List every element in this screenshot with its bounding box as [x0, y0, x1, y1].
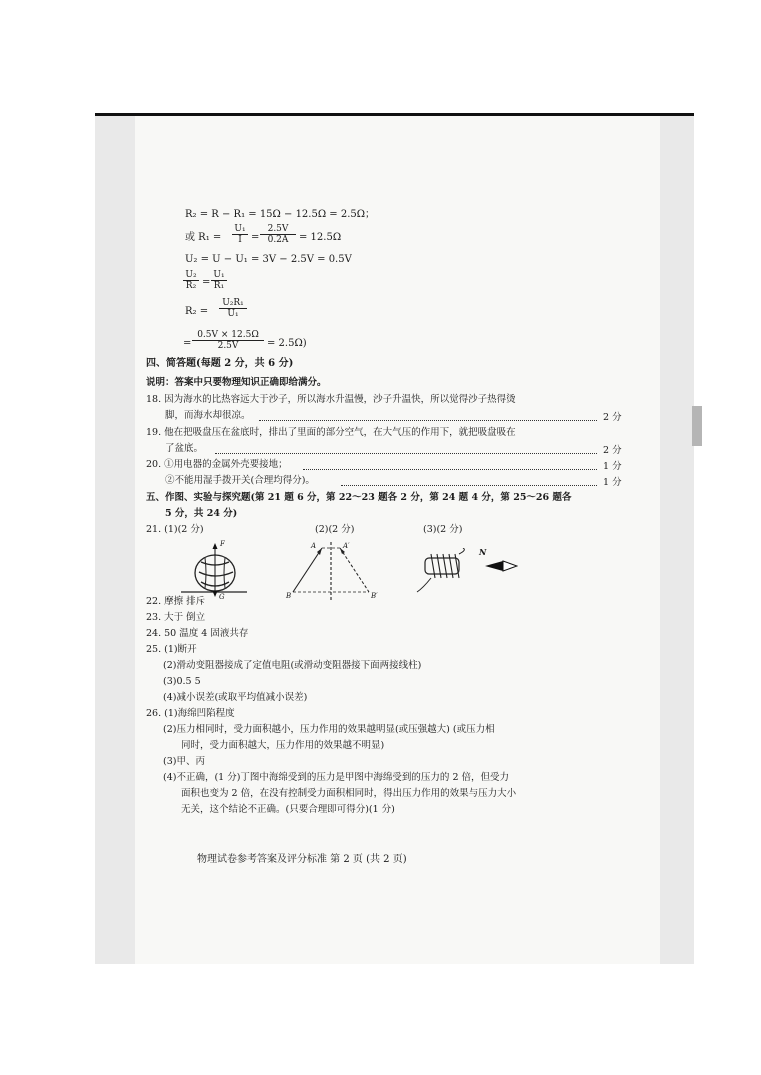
fraction-denominator: R₁ — [213, 281, 225, 291]
compass-n-label: N — [479, 547, 487, 557]
q26-line6: 面积也变为 2 倍，在没有控制受力面积相同时，得出压力作用的效果与压力大小 — [181, 788, 517, 799]
page-footer: 物理试卷参考答案及评分标准 第 2 页 (共 2 页) — [197, 854, 407, 865]
q26-line5: (4)不正确，(1 分)丁图中海绵受到的压力是甲图中海绵受到的压力的 2 倍，但受力 — [163, 772, 510, 783]
q25-line2: (2)滑动变阻器接成了定值电阻(或滑动变阻器接下面两接线柱) — [163, 660, 422, 671]
watermelon-force-figure — [177, 540, 249, 602]
fraction-numerator: 2.5V — [260, 224, 296, 235]
point-b-label: B — [286, 592, 292, 600]
leader-dots — [303, 469, 597, 470]
fraction-numerator: U₂ — [183, 270, 199, 281]
point-b-prime-label: B′ — [371, 592, 378, 600]
q18-score: 2 分 — [603, 412, 622, 423]
q21-part3-label: (3)(2 分) — [423, 524, 463, 535]
q21-part2-label: (2)(2 分) — [315, 524, 355, 535]
fraction-denominator: 0.2A — [267, 235, 289, 245]
q23-answer: 23. 大于 倒立 — [146, 612, 206, 623]
section-4-note: 说明：答案中只要物理知识正确即给满分。 — [146, 377, 327, 388]
solenoid-figure — [413, 548, 518, 594]
formula-or-r1-prefix: 或 R₁ = — [185, 232, 222, 243]
q25-line4: (4)减小误差(或取平均值减小误差) — [163, 692, 308, 703]
q22-answer: 22. 摩擦 排斥 — [146, 596, 206, 607]
section-5-heading-line2: 5 分，共 24 分) — [165, 508, 238, 519]
q25-line1: 25. (1)断开 — [146, 644, 197, 655]
scanned-page — [95, 113, 694, 964]
fraction-u1-over-r1 — [211, 270, 227, 291]
formula-calc-prefix: = — [183, 338, 192, 349]
fraction-numerator: U₁ — [232, 224, 248, 235]
fraction-numerator: U₂R₁ — [219, 298, 247, 309]
q25-line3: (3)0.5 5 — [163, 676, 201, 687]
q18-line1: 18. 因为海水的比热容远大于沙子，所以海水升温慢，沙子升温快，所以觉得沙子热得烫 — [146, 394, 516, 405]
fraction-numerator: 0.5V × 12.5Ω — [192, 330, 264, 341]
point-a-label: A — [311, 542, 317, 550]
answer-sheet — [135, 116, 660, 964]
q20-line1: 20. ①用电器的金属外壳要接地； — [146, 459, 288, 470]
fraction-calc — [192, 330, 264, 351]
fraction-numerator: U₁ — [211, 270, 227, 281]
q26-line3: 同时，受力面积越大，压力作用的效果越不明显) — [181, 740, 385, 751]
fraction-denominator: I — [238, 235, 242, 245]
force-f-label: F — [220, 540, 225, 548]
fraction-u1-over-i — [232, 224, 248, 245]
formula-or-r1-result: = 12.5Ω — [299, 232, 342, 243]
formula-r2-prefix: R₂ = — [185, 306, 209, 317]
q24-answer: 24. 50 温度 4 固液共存 — [146, 628, 249, 639]
q19-line1: 19. 他在把吸盘压在盆底时，排出了里面的部分空气，在大气压的作用下，就把吸盘吸在 — [146, 427, 516, 438]
fraction-2-5v-over-0-2a — [260, 224, 296, 245]
q18-line2: 脚，而海水却很凉。 — [165, 410, 251, 421]
fraction-denominator: 2.5V — [217, 341, 239, 351]
force-g-label: G — [219, 593, 225, 601]
leader-dots — [341, 485, 597, 486]
formula-equals: = — [202, 277, 211, 288]
section-4-heading: 四、简答题(每题 2 分，共 6 分) — [146, 358, 294, 369]
q21-part1-label: 21. (1)(2 分) — [146, 524, 204, 535]
q20-score2: 1 分 — [603, 477, 622, 488]
point-a-prime-label: A′ — [343, 542, 350, 550]
leader-dots — [215, 453, 597, 454]
q20-line2: ②不能用湿手拨开关(合理均得分)。 — [165, 475, 315, 486]
leader-dots — [259, 420, 597, 421]
q19-line2: 了盆底。 — [165, 443, 204, 454]
scan-edge-shadow — [692, 406, 702, 446]
fraction-denominator: R₂ — [185, 281, 197, 291]
fraction-u2-over-r2 — [183, 270, 199, 291]
q26-line7: 无关，这个结论不正确。(只要合理即可得分)(1 分) — [181, 804, 395, 815]
fraction-denominator: U₁ — [227, 309, 239, 319]
q26-line2: (2)压力相同时，受力面积越小，压力作用的效果越明显(或压强越大) (或压力相 — [163, 724, 495, 735]
formula-calc-result: = 2.5Ω) — [267, 338, 307, 349]
mirror-image-figure — [285, 540, 380, 602]
fraction-u2r1-over-u1 — [219, 298, 247, 319]
formula-equals: = — [251, 232, 260, 243]
q26-line4: (3)甲、丙 — [163, 756, 205, 767]
formula-r2: R₂ = R − R₁ = 15Ω − 12.5Ω = 2.5Ω； — [185, 209, 376, 220]
q20-score1: 1 分 — [603, 461, 622, 472]
q19-score: 2 分 — [603, 445, 622, 456]
section-5-heading-line1: 五、作图、实验与探究题(第 21 题 6 分，第 22～23 题各 2 分，第 24 题 4 分，第 25～26 题各 — [146, 492, 572, 503]
formula-u2: U₂ = U − U₁ = 3V − 2.5V = 0.5V — [185, 254, 352, 265]
q26-line1: 26. (1)海绵凹陷程度 — [146, 708, 235, 719]
